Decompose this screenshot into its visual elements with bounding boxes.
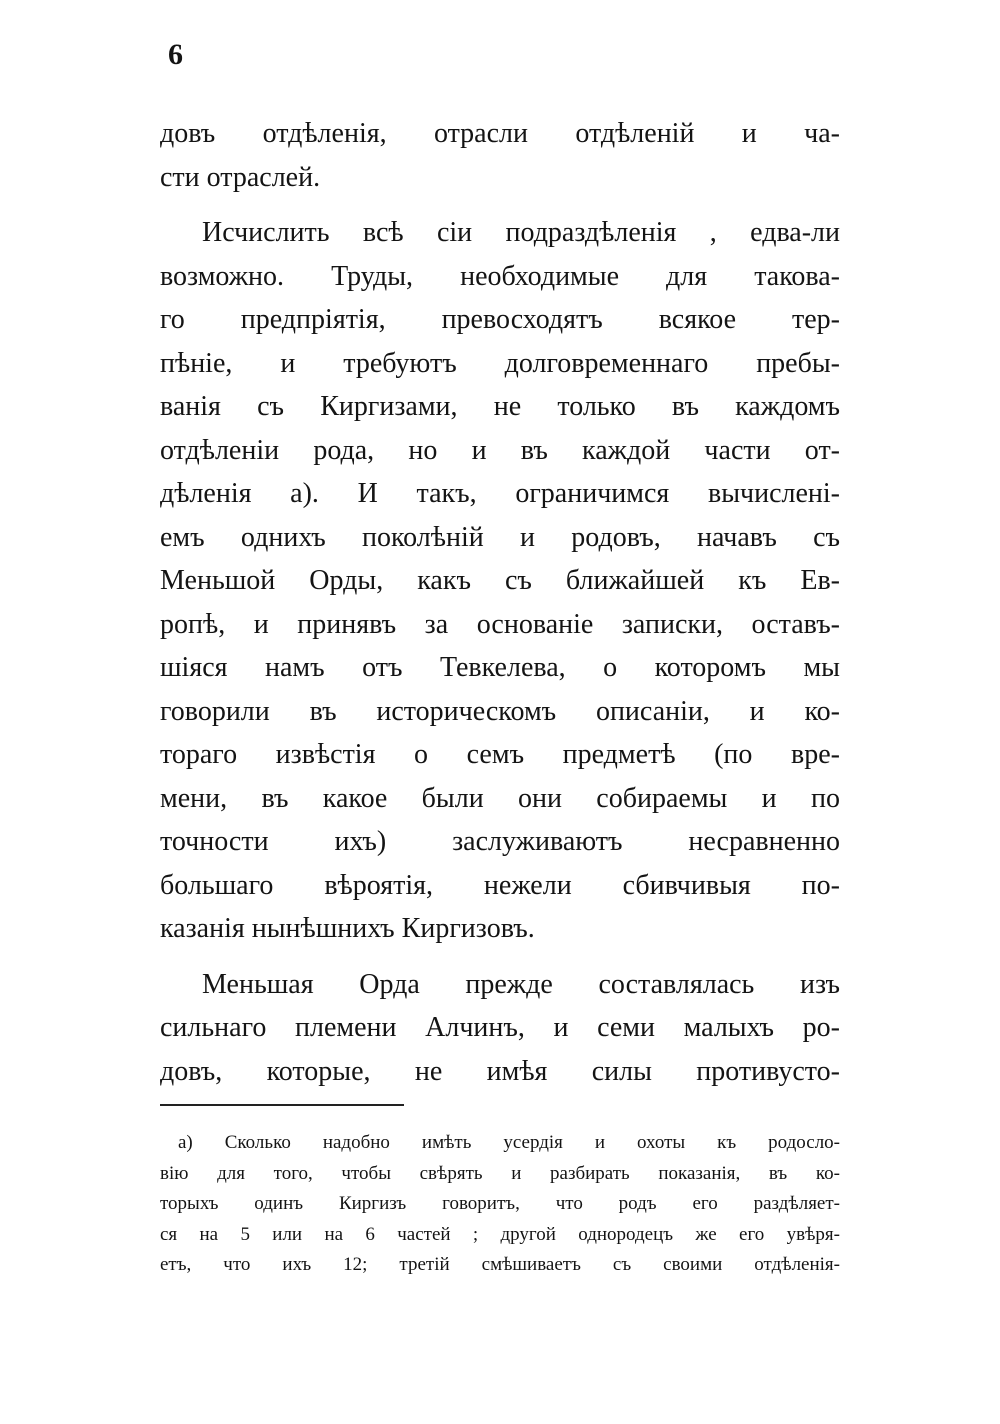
- text-line: шiяся намъ отъ Тевкелева, о которомъ мы: [160, 652, 840, 683]
- text-line: Меньшой Орды, какъ съ ближайшей къ Ев-: [160, 565, 840, 596]
- text-line: го предпріятія, превосходятъ всякое тер-: [160, 304, 840, 335]
- footnote-divider: [160, 1104, 404, 1106]
- text-line: говорили въ историческомъ описаніи, и ко-: [160, 695, 840, 727]
- text-line: ванія съ Киргизами, не только въ каждомъ: [160, 391, 840, 422]
- text-line: довъ, которые, не имѣя силы противусто-: [160, 1055, 840, 1087]
- text-line: сильнаго племени Алчинъ, и семи малыхъ ро-: [160, 1012, 840, 1043]
- main-text: [160, 112, 840, 1093]
- text-line: пѣніе, и требуютъ долговременнаго пребы-: [160, 347, 840, 379]
- text-line: Меньшая Орда прежде составлялась изъ: [202, 968, 840, 1000]
- text-line: дѣленія а). И такъ, ограничимся вычисленi-: [160, 478, 840, 509]
- text-line: довъ отдѣленія, отрасли отдѣленій и ча-: [160, 118, 840, 149]
- page-number: 6: [168, 38, 183, 71]
- footnote: [160, 1128, 840, 1281]
- text-line: емъ однихъ поколѣній и родовъ, начавъ съ: [160, 521, 840, 553]
- footnote-line: етъ, что ихъ 12; третій смѣшиваетъ съ своими отдѣленія-: [160, 1254, 840, 1275]
- footnote-line: торыхъ одинъ Киргизъ говоритъ, что родъ его раздѣляет-: [160, 1193, 840, 1214]
- text-line: большаго вѣроятія, нежели сбивчивыя по-: [160, 869, 840, 901]
- footnote-line: а) Сколько надобно имѣть усердія и охоты къ родосло-: [178, 1132, 840, 1153]
- text-line: точности ихъ) заслуживаютъ несравненно: [160, 826, 840, 857]
- text-line: отдѣленіи рода, но и въ каждой части от-: [160, 434, 840, 466]
- text-line: сти отраслей.: [160, 161, 321, 193]
- text-line: тораго извѣстія о семъ предметѣ (по вре-: [160, 739, 840, 770]
- footnote-line: вію для того, чтобы свѣрять и разбирать показанія, въ ко-: [160, 1162, 840, 1184]
- text-line: казанія нынѣшнихъ Киргизовъ.: [160, 913, 535, 944]
- text-line: мени, въ какое были они собираемы и по: [160, 782, 840, 814]
- footnote-line: ся на 5 или на 6 частей ; другой однородецъ же его увѣря-: [160, 1223, 840, 1245]
- text-line: ропѣ, и принявъ за основаніе записки, оставъ-: [160, 608, 840, 640]
- text-line: возможно. Труды, необходимые для такова-: [160, 260, 840, 292]
- text-line: Исчислить всѣ сіи подраздѣленія , едва-ли: [202, 217, 840, 248]
